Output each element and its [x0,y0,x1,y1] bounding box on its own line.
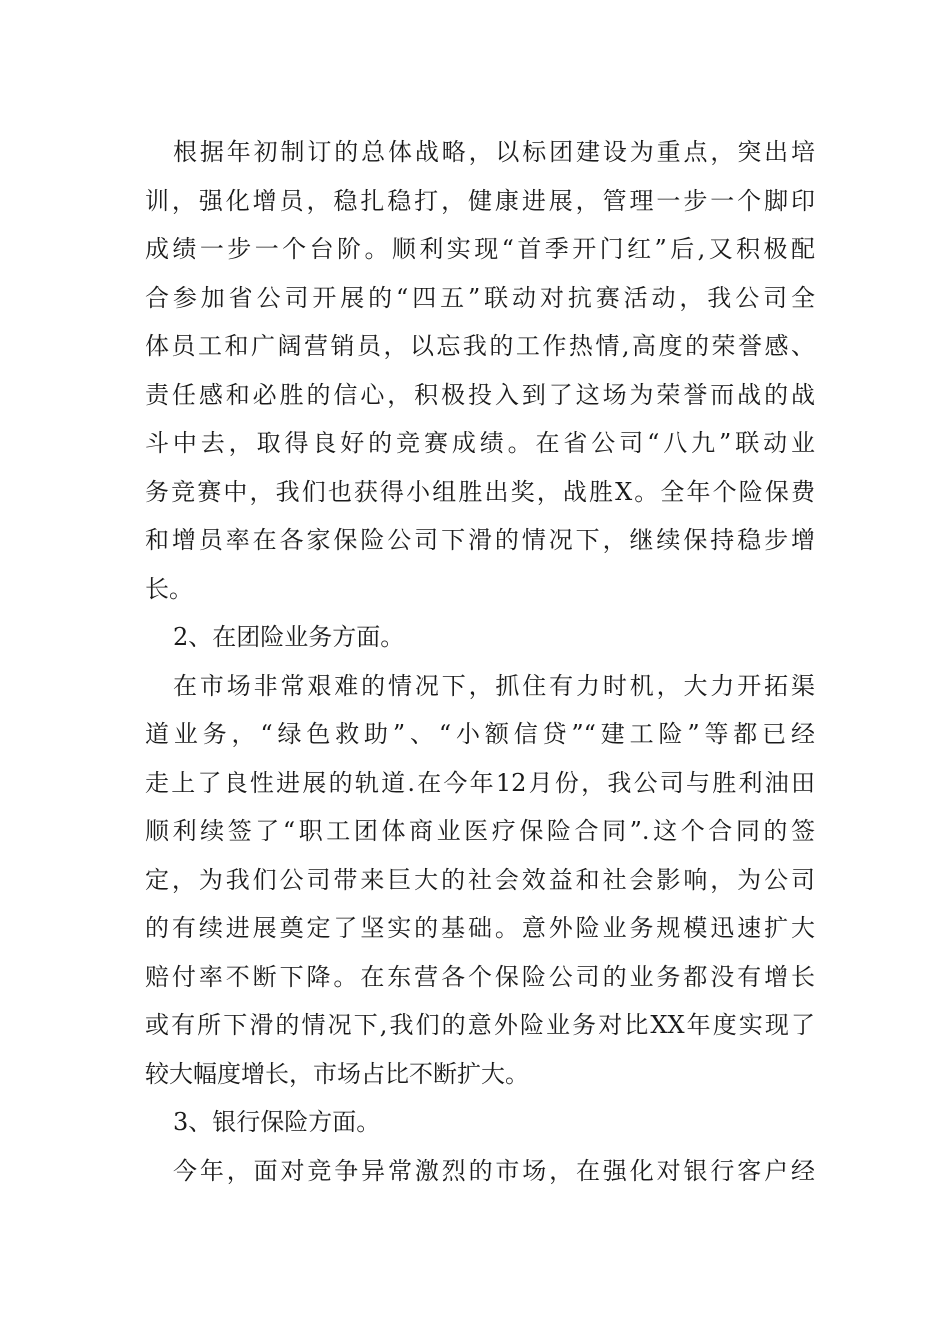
text-line: 务竞赛中，我们也获得小组胜出奖，战胜X。全年个险保费 [145,478,815,506]
text-line: 的有续进展奠定了坚实的基础。意外险业务规模迅速扩大 [145,914,815,942]
text-line: 道业务，“绿色救助”、“小额信贷”“建工险”等都已经 [145,720,815,748]
text-line: 成绩一步一个台阶。顺利实现“首季开门红”后,又积极配 [145,235,815,263]
text-line: 在市场非常艰难的情况下，抓住有力时机，大力开拓渠 [173,672,815,700]
text-line: 较大幅度增长，市场占比不断扩大。 [145,1060,529,1088]
text-line: 合参加省公司开展的“四五”联动对抗赛活动，我公司全 [145,284,815,312]
text-line: 和增员率在各家保险公司下滑的情况下，继续保持稳步增 [145,526,815,554]
text-line: 或有所下滑的情况下,我们的意外险业务对比XX年度实现了 [145,1011,815,1039]
text-line: 今年，面对竞争异常激烈的市场，在强化对银行客户经 [173,1157,815,1185]
text-line: 长。 [145,575,193,603]
text-line: 斗中去，取得良好的竞赛成绩。在省公司“八九”联动业 [145,429,815,457]
text-line: 定，为我们公司带来巨大的社会效益和社会影响，为公司 [145,866,815,894]
text-line: 赔付率不断下降。在东营各个保险公司的业务都没有增长 [145,963,815,991]
text-line: 顺利续签了“职工团体商业医疗保险合同”.这个合同的签 [145,817,815,845]
section-heading: 2、在团险业务方面。 [173,623,405,651]
text-line: 体员工和广阔营销员，以忘我的工作热情,高度的荣誉感、 [145,332,815,360]
text-line: 责任感和必胜的信心，积极投入到了这场为荣誉而战的战 [145,381,815,409]
text-line: 训，强化增员，稳扎稳打，健康进展，管理一步一个脚印 [145,187,815,215]
text-line: 根据年初制订的总体战略，以标团建设为重点，突出培 [173,138,815,166]
text-line: 走上了良性进展的轨道.在今年12月份，我公司与胜利油田 [145,769,815,797]
section-heading: 3、银行保险方面。 [173,1108,381,1136]
